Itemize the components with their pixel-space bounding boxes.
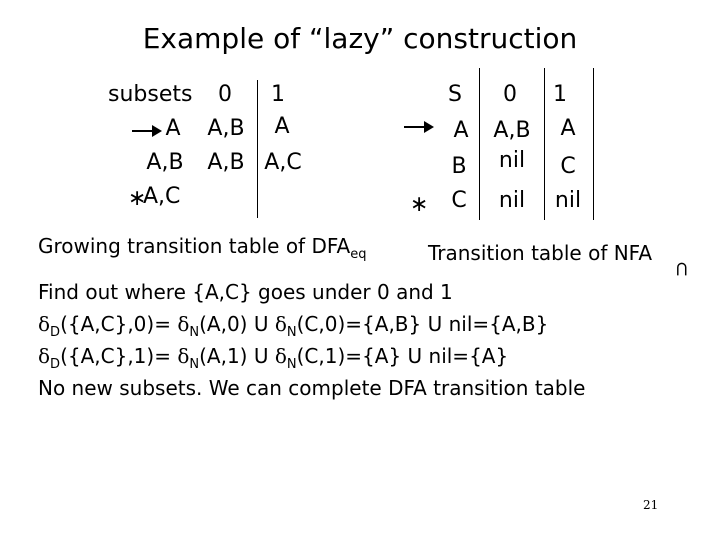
- nfa-divider-mid: [544, 68, 545, 220]
- dfa-header-0: 0: [218, 82, 232, 107]
- nfa-header-s: S: [448, 82, 462, 107]
- slide-title: Example of “lazy” construction: [142, 22, 578, 55]
- nfa-row-0-on1: A: [560, 116, 576, 141]
- nfa-row-1-state: B: [451, 154, 467, 179]
- dfa-header-1: 1: [271, 82, 285, 107]
- dfa-row-1-on0: A,B: [207, 150, 245, 175]
- nfa-divider-left: [479, 68, 480, 220]
- dfa-caption: [38, 234, 366, 262]
- nfa-row-1-on0: nil: [498, 148, 526, 173]
- dfa-caption-text: Growing transition table of DFA: [38, 234, 351, 258]
- body-line-3: $\delta_D(\{A,C\},1)= \delta_N(A,1)$ U $\delta_N(C,1)=\{A\}$ U nil={A}: [38, 344, 509, 372]
- nfa-row-2-on1: nil: [554, 188, 582, 213]
- dfa-start-arrow: [132, 130, 160, 132]
- nfa-row-2-on0: nil: [498, 188, 526, 213]
- nfa-row-0-on0: A,B: [493, 118, 531, 143]
- dfa-caption-subscript: eq: [350, 247, 367, 262]
- body-line-2: $\delta_D(\{A,C\},0)= \delta_N(A,0)$ U $\delta_N(C,0)=\{A,B\}$ U nil={A,B}: [38, 312, 549, 340]
- dfa-row-0-on0: A,B: [207, 116, 245, 141]
- dfa-row-0-on1: A: [274, 114, 290, 139]
- dfa-header-subsets: subsets: [108, 82, 193, 107]
- nfa-header-0: 0: [503, 82, 517, 107]
- nfa-accept-marker: ∗: [410, 192, 429, 217]
- body-line-1: Find out where {A,C} goes under 0 and 1: [38, 280, 453, 304]
- dfa-column-divider: [257, 80, 258, 218]
- dfa-row-1-on1: A,C: [264, 150, 302, 175]
- nfa-row-0-state: A: [453, 118, 469, 143]
- page-number: 21: [643, 498, 659, 512]
- nfa-row-1-on1: C: [560, 154, 576, 179]
- nfa-caption: Transition table of NFA: [428, 241, 653, 265]
- dfa-accept-marker: ∗: [128, 186, 147, 211]
- nfa-divider-right: [593, 68, 594, 220]
- nfa-start-arrow: [404, 126, 432, 128]
- dfa-row-1-state: A,B: [146, 150, 184, 175]
- dfa-row-0-state: A: [165, 116, 181, 141]
- body-line-4: No new subsets. We can complete DFA transition table: [38, 376, 586, 400]
- side-subset-glyph: ⊂: [670, 260, 695, 278]
- dfa-row-2-state: A,C: [143, 184, 181, 209]
- nfa-row-2-state: C: [451, 188, 467, 213]
- nfa-header-1: 1: [553, 82, 567, 107]
